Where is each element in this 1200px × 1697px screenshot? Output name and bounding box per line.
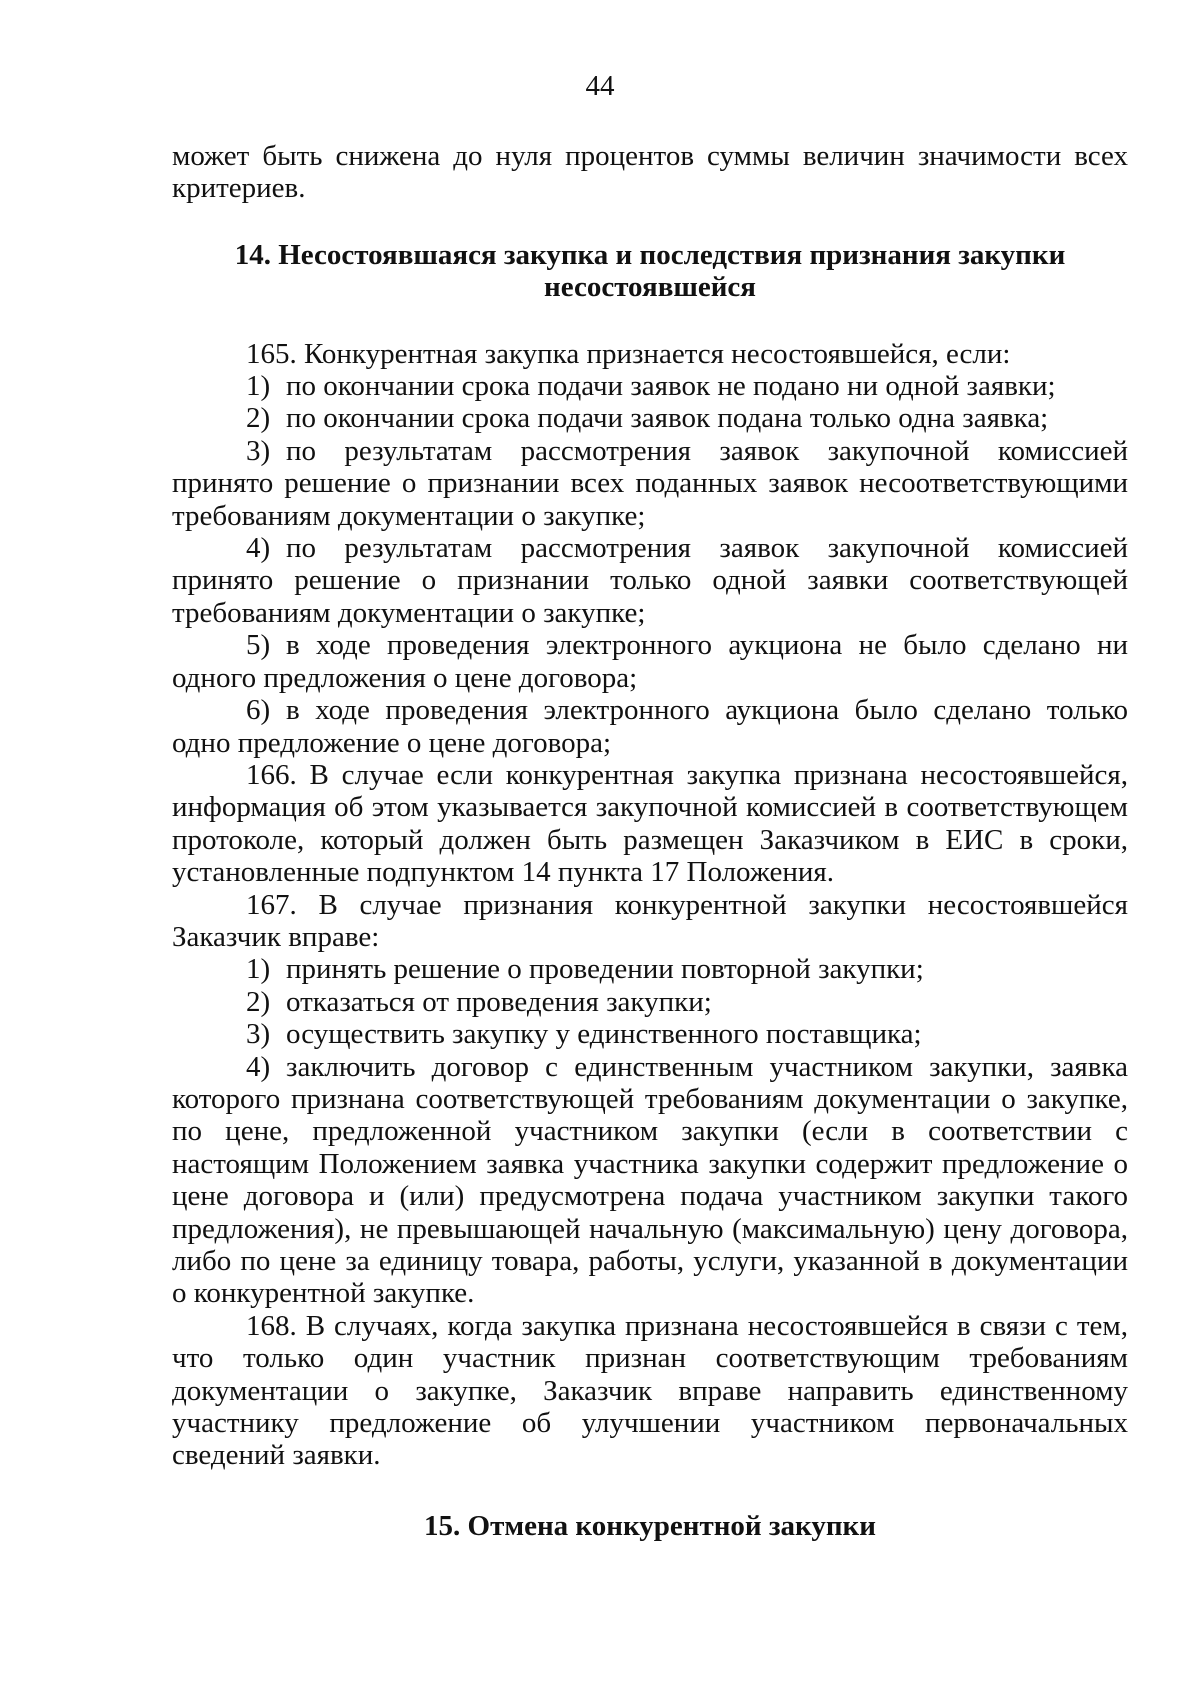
paragraph-165: 165. Конкурентная закупка признается несостоявшейся, если: <box>246 337 1011 370</box>
paragraph-167: 167. В случае признания конкурентной закупки несостоявшейся Заказчик вправе: <box>172 888 1128 953</box>
page-content <box>172 140 1128 1542</box>
list-item-165-1: 1) по окончании срока подачи заявок не подано ни одной заявки; <box>246 370 1056 403</box>
list-item-165-5: 5) в ходе проведения электронного аукциона не было сделано ни одного предложения о цене договора; <box>172 629 1128 694</box>
list-item-165-2: 2) по окончании срока подачи заявок подана только одна заявка; <box>246 402 1049 435</box>
paragraph-168: 168. В случаях, когда закупка признана несостоявшейся в связи с тем, что только один участник признан соответствующим требованиям документации о закупке, Заказчик вправе направить единственному участнику предложение об улучшении участником первоначальных сведений заявки. <box>172 1309 1128 1472</box>
list-item-167-4: 4) заключить договор с единственным участником закупки, заявка которого признана соответствующей требованиям документации о закупке, по цене, предложенной участником закупки (если в соответствии с настоящим Положением заявка участника закупки содержит предложение о цене договора и (или) предусмотрена подача участником закупки такого предложения), не превышающей начальную (максимальную) цену договора, либо по цене за единицу товара, работы, услуги, указанной в документации о конкурентной закупке. <box>172 1050 1128 1310</box>
paragraph-166: 166. В случае если конкурентная закупка признана несостоявшейся, информация об этом указывается закупочной комиссией в соответствующем протоколе, который должен быть размещен Заказчиком в ЕИС в сроки, установленные подпунктом 14 пункта 17 Положения. <box>172 758 1128 889</box>
list-item-165-6: 6) в ходе проведения электронного аукциона было сделано только одно предложение о цене договора; <box>172 694 1128 759</box>
list-item-167-3: 3) осуществить закупку у единственного поставщика; <box>246 1018 922 1051</box>
section-14-title: 14. Несостоявшаяся закупка и последствия признания закупки несостоявшейся <box>234 238 1066 304</box>
page-number: 44 <box>585 70 615 102</box>
section-15-title: 15. Отмена конкурентной закупки <box>424 1509 876 1542</box>
list-item-167-2: 2) отказаться от проведения закупки; <box>246 985 712 1018</box>
list-item-165-4: 4) по результатам рассмотрения заявок закупочной комиссией принято решение о признании только одной заявки соответствующей требованиям документации о закупке; <box>172 532 1128 629</box>
list-item-167-1: 1) принять решение о проведении повторной закупки; <box>246 953 924 986</box>
list-item-165-3: 3) по результатам рассмотрения заявок закупочной комиссией принято решение о признании всех поданных заявок несоответствующими требованиям документации о закупке; <box>172 434 1128 532</box>
intro-paragraph: может быть снижена до нуля процентов суммы величин значимости всех критериев. <box>172 140 1128 205</box>
